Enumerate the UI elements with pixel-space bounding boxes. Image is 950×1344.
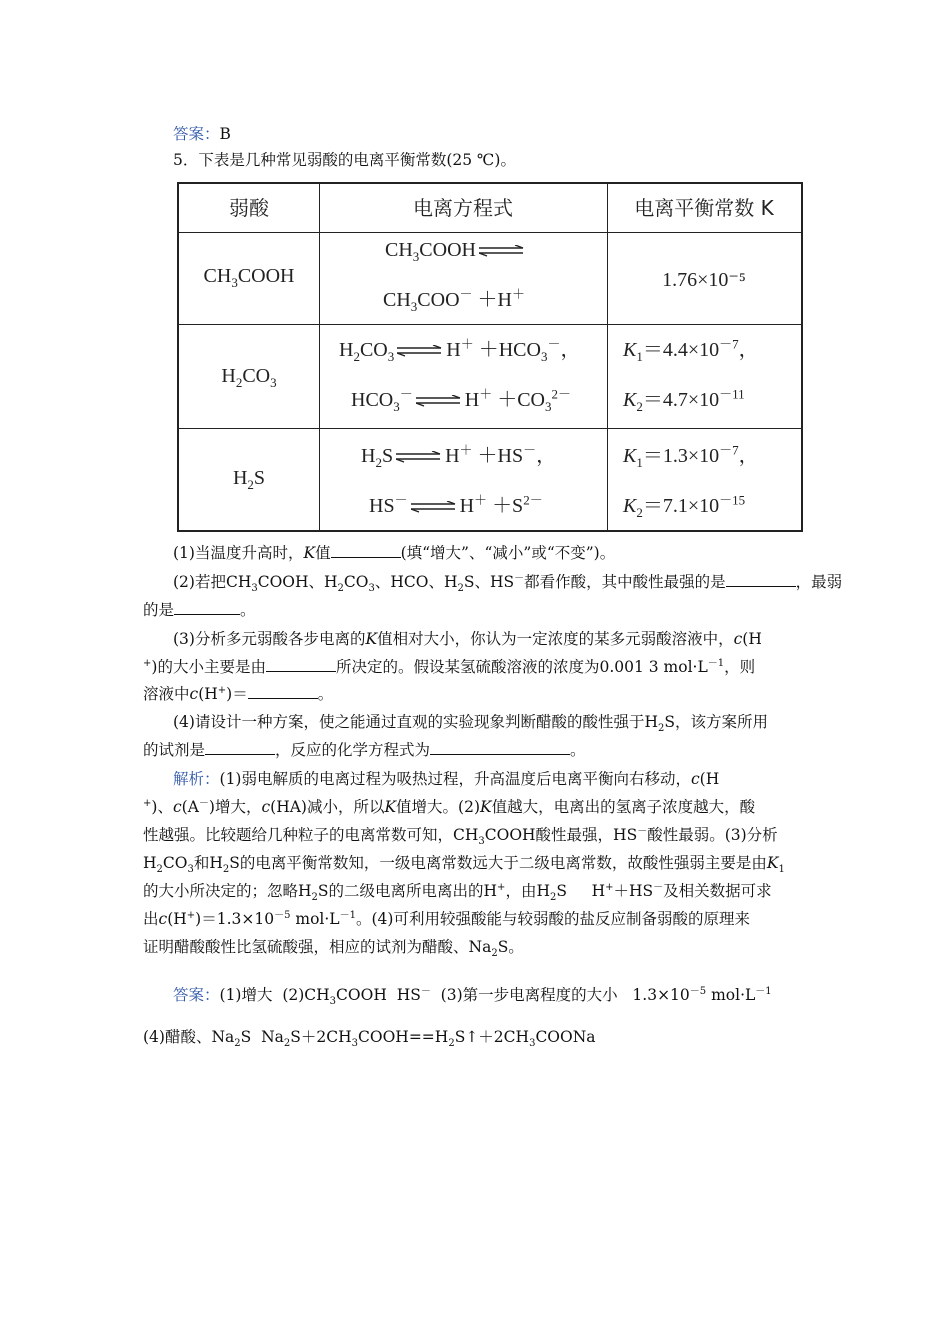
analysis-line2: +)、c(A－)增大，c(HA)减小，所以K值增大。(2)K值越大，电离出的氢离子浓度越大，酸 xyxy=(143,797,756,816)
row2-equation-2: $HCO_3^-$ $H^+ +CO_3^{2-}$ xyxy=(351,386,572,414)
equilibrium-arrow-icon xyxy=(479,245,525,257)
row1-constant: 1.76×10⁻⁵ xyxy=(662,269,746,291)
row1-equation-part1: $CH_3COOH$ xyxy=(385,238,528,262)
prev-answer xyxy=(173,124,231,144)
equilibrium-arrow-icon xyxy=(416,395,462,407)
row3-equation-1: $H_2S$ H＋ ＋HS－， xyxy=(361,442,557,470)
header-weak-acid: 弱酸 xyxy=(229,196,269,220)
equilibrium-arrow-icon xyxy=(411,501,457,513)
sub-question-4-line1: (4)请设计一种方案，使之能通过直观的实验现象判断醋酸的酸性强于$H_2S$，该方案所用 xyxy=(173,713,768,735)
row2-k2: $K_2=4.7\times 10^{-11}$ xyxy=(623,386,745,414)
prev-answer-value: B xyxy=(219,125,231,143)
row1-equation-part2: $CH_3COO^- +H^+$ xyxy=(383,286,526,314)
prev-answer-label: 答案： xyxy=(173,125,220,143)
sub-question-2-line1: (2)若把$CH_3COOH$、$H_2CO_3$、HCO、$H_2S$、HS－都看作酸，其中酸性最强的是 ，最弱 xyxy=(173,572,843,595)
equilibrium-arrow-icon xyxy=(396,451,442,463)
row2-k1: $K_1=4.4\times 10^{-7}$， xyxy=(623,336,759,364)
sub-question-4-line2: 的试剂是 ，反应的化学方程式为 。 xyxy=(143,741,586,759)
sub-question-3-line3: 溶液中c(H+)＝ 。 xyxy=(143,684,334,703)
analysis-label: 解析： xyxy=(173,770,220,788)
ionization-constant-table xyxy=(177,182,803,532)
analysis-line4: $H_2CO_3$和$H_2S$的电离平衡常数知，一级电离常数远大于二级电离常数，故酸性强弱主要是由$K_1$ xyxy=(143,854,785,876)
answer-label: 答案： xyxy=(173,986,220,1004)
row-acid-ch3cooh: $CH_3COOH$ xyxy=(203,265,295,290)
sub-question-3-line1: (3)分析多元弱酸各步电离的K值相对大小，你认为一定浓度的某多元弱酸溶液中，c(H xyxy=(173,630,762,648)
analysis-line1: 解析：(1)弱电解质的电离过程为吸热过程，升高温度后电离平衡向右移动，c(H xyxy=(173,770,720,788)
row2-equation-1: $H_2CO_3$ $H^+ +HCO_3^-$， xyxy=(339,336,581,364)
row-acid-h2co3: $H_2CO_3$ xyxy=(221,365,277,390)
sub-question-3-line2: +)的大小主要是由 所决定的。假设某氢硫酸溶液的浓度为0.001 3 $mol\cdot L^{-1}$，则 xyxy=(143,657,756,676)
analysis-line5: 的大小所决定的；忽略$H_2S$的二级电离所电离出的H+，由$H_2S$ H+＋HS－及相关数据可求 xyxy=(143,881,772,904)
row3-k1: $K_1=1.3\times 10^{-7}$， xyxy=(623,442,759,470)
equilibrium-arrow-icon xyxy=(397,345,443,357)
row3-equation-2: HS－ $H^+ +S^{2-}$ xyxy=(369,492,543,517)
question-5-stem: 5．下表是几种常见弱酸的电离平衡常数(25 ℃)。 xyxy=(173,151,516,169)
analysis-line7: 证明醋酸酸性比氢硫酸强，相应的试剂为醋酸、$Na_2S$。 xyxy=(143,938,524,960)
header-constant: 电离平衡常数 K xyxy=(634,196,774,220)
row3-k2: $K_2=7.1\times 10^{-15}$ xyxy=(623,492,746,520)
answer-line1: 答案：(1)增大 $(2)CH_3COOH$ HS－ (3)第一步电离程度的大小 $1.3\times 10^{-5}$ $mol\cdot L^{-1}$ xyxy=(173,985,772,1008)
row-acid-h2s: $H_2S$ xyxy=(232,467,266,492)
header-equation: 电离方程式 xyxy=(413,196,513,220)
answer-line2: (4)醋酸、$Na_2S$ $Na_2S+2CH_3COOH==H_2S↑+2CH_3COONa$ xyxy=(143,1028,596,1050)
sub-question-2-line2: 的是 。 xyxy=(143,601,256,619)
analysis-line3: 性越强。比较题给几种粒子的电离常数可知，$CH_3COOH$酸性最强，HS－酸性最弱。(3)分析 xyxy=(143,825,778,848)
analysis-line6: 出$c(H^+)=1.3\times 10^{-5}$ $mol\cdot L^{-1}$。(4)可利用较强酸能与较弱酸的盐反应制备弱酸的原理来 xyxy=(143,909,750,928)
sub-question-1: (1)当温度升高时，K值 (填“增大”、“减小”或“不变”)。 xyxy=(173,544,616,562)
